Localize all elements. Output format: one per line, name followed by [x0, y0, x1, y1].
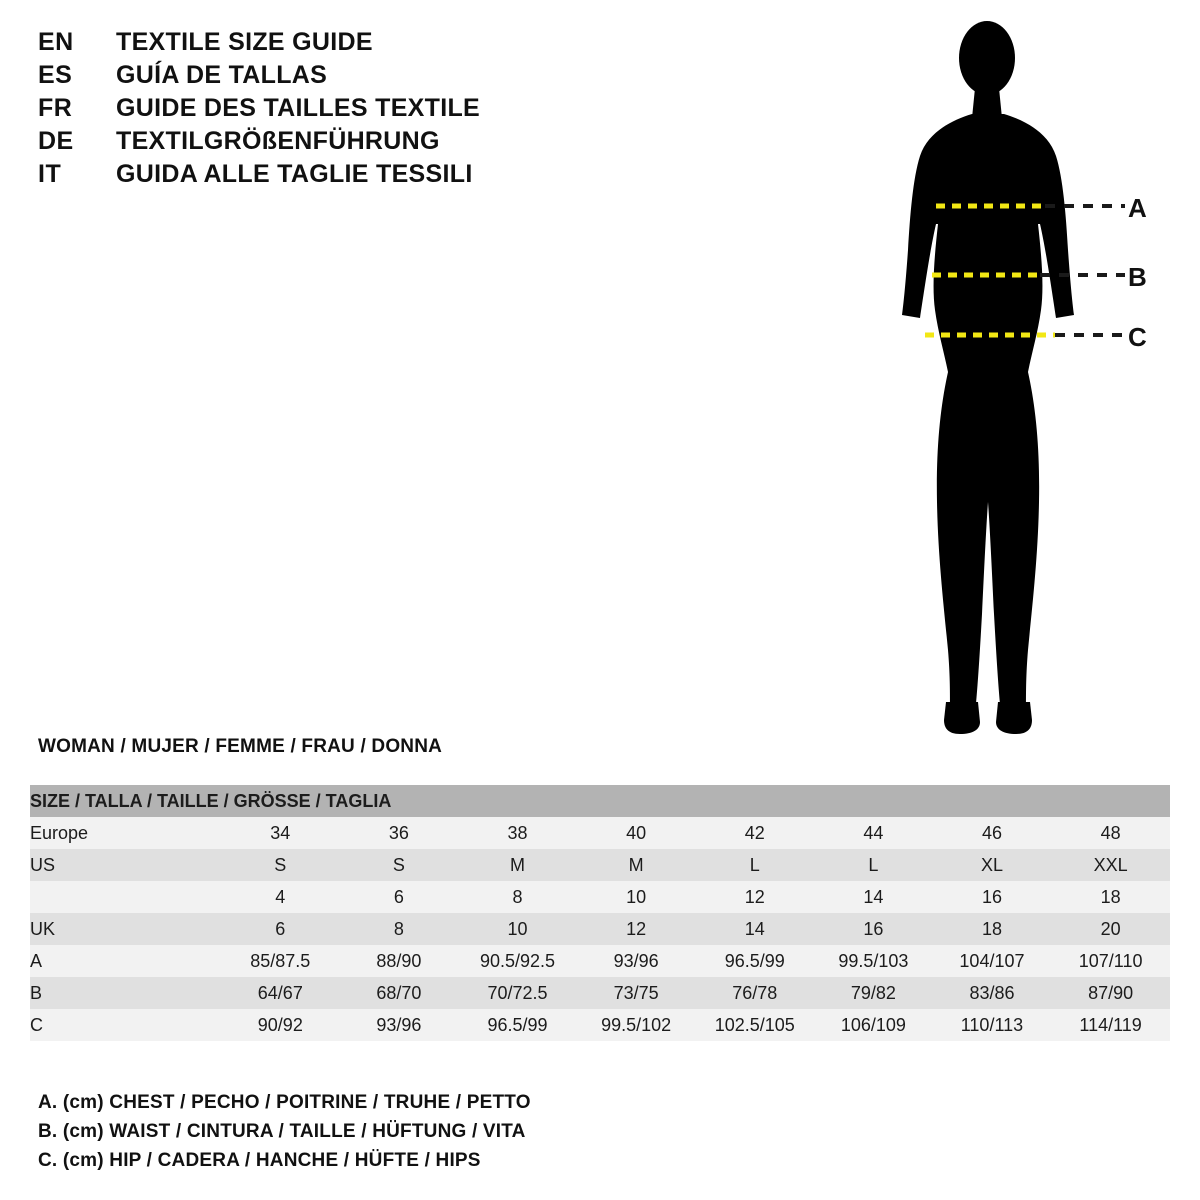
row-cell: 90.5/92.5 — [458, 945, 577, 977]
table-header-label: SIZE / TALLA / TAILLE / GRÖSSE / TAGLIA — [30, 785, 1170, 817]
row-cell: 46 — [933, 817, 1052, 849]
row-label: A — [30, 945, 221, 977]
row-cell: S — [340, 849, 459, 881]
row-cell: 70/72.5 — [458, 977, 577, 1009]
row-cell: 16 — [814, 913, 933, 945]
row-cell: 12 — [695, 881, 814, 913]
row-cell: 96.5/99 — [695, 945, 814, 977]
row-cell: 76/78 — [695, 977, 814, 1009]
row-cell: 93/96 — [577, 945, 696, 977]
row-label: C — [30, 1009, 221, 1041]
size-table — [30, 785, 1170, 1041]
table-row — [30, 1009, 1170, 1041]
language-text-de: TEXTILGRÖßENFÜHRUNG — [116, 127, 440, 155]
language-row-de — [38, 127, 598, 160]
row-label: B — [30, 977, 221, 1009]
row-cell: 93/96 — [340, 1009, 459, 1041]
row-cell: 107/110 — [1051, 945, 1170, 977]
language-row-es — [38, 61, 598, 94]
row-cell: 85/87.5 — [221, 945, 340, 977]
row-cell: 96.5/99 — [458, 1009, 577, 1041]
row-cell: 6 — [340, 881, 459, 913]
row-cell: XL — [933, 849, 1052, 881]
row-cell: 99.5/103 — [814, 945, 933, 977]
row-cell: 18 — [1051, 881, 1170, 913]
table-row — [30, 913, 1170, 945]
row-cell: L — [695, 849, 814, 881]
table-row — [30, 817, 1170, 849]
section-caption: WOMAN / MUJER / FEMME / FRAU / DONNA — [38, 736, 443, 757]
row-label: US — [30, 849, 221, 881]
legend-line-b: B. (cm) WAIST / CINTURA / TAILLE / HÜFTUNG / VITA — [38, 1121, 526, 1142]
language-row-fr — [38, 94, 598, 127]
row-cell: 12 — [577, 913, 696, 945]
woman-silhouette-icon — [840, 10, 1180, 750]
row-cell: 73/75 — [577, 977, 696, 1009]
row-cell: 88/90 — [340, 945, 459, 977]
row-cell: 48 — [1051, 817, 1170, 849]
legend — [38, 1092, 738, 1179]
language-code-es: ES — [38, 61, 73, 89]
row-cell: 8 — [458, 881, 577, 913]
row-cell: 8 — [340, 913, 459, 945]
language-code-de: DE — [38, 127, 74, 155]
row-cell: 14 — [814, 881, 933, 913]
table-row — [30, 977, 1170, 1009]
table-row — [30, 945, 1170, 977]
language-text-en: TEXTILE SIZE GUIDE — [116, 28, 373, 56]
measure-label-a: A — [1128, 193, 1147, 223]
row-cell: 104/107 — [933, 945, 1052, 977]
language-row-it — [38, 160, 598, 193]
row-cell: 10 — [458, 913, 577, 945]
row-cell: 83/86 — [933, 977, 1052, 1009]
row-cell: 79/82 — [814, 977, 933, 1009]
row-cell: 110/113 — [933, 1009, 1052, 1041]
row-cell: L — [814, 849, 933, 881]
table-row — [30, 849, 1170, 881]
row-cell: 90/92 — [221, 1009, 340, 1041]
row-cell: 44 — [814, 817, 933, 849]
row-cell: 42 — [695, 817, 814, 849]
language-text-it: GUIDA ALLE TAGLIE TESSILI — [116, 160, 473, 188]
table-row — [30, 881, 1170, 913]
language-code-en: EN — [38, 28, 74, 56]
language-code-it: IT — [38, 160, 62, 188]
row-cell: 34 — [221, 817, 340, 849]
row-cell: 68/70 — [340, 977, 459, 1009]
measure-label-b: B — [1128, 262, 1147, 292]
row-label: Europe — [30, 817, 221, 849]
row-cell: 38 — [458, 817, 577, 849]
row-cell: 87/90 — [1051, 977, 1170, 1009]
row-cell: 6 — [221, 913, 340, 945]
row-label — [30, 881, 221, 913]
row-cell: 99.5/102 — [577, 1009, 696, 1041]
row-cell: 114/119 — [1051, 1009, 1170, 1041]
language-text-es: GUÍA DE TALLAS — [116, 61, 328, 89]
row-cell: 106/109 — [814, 1009, 933, 1041]
row-cell: 18 — [933, 913, 1052, 945]
language-title-block — [38, 28, 598, 193]
language-text-fr: GUIDE DES TAILLES TEXTILE — [116, 94, 481, 122]
row-label: UK — [30, 913, 221, 945]
row-cell: 102.5/105 — [695, 1009, 814, 1041]
row-cell: M — [458, 849, 577, 881]
row-cell: 36 — [340, 817, 459, 849]
row-cell: S — [221, 849, 340, 881]
row-cell: XXL — [1051, 849, 1170, 881]
figure-area — [840, 10, 1180, 750]
row-cell: M — [577, 849, 696, 881]
language-row-en — [38, 28, 598, 61]
table-header-row — [30, 785, 1170, 817]
row-cell: 4 — [221, 881, 340, 913]
language-code-fr: FR — [38, 94, 73, 122]
row-cell: 14 — [695, 913, 814, 945]
legend-line-c: C. (cm) HIP / CADERA / HANCHE / HÜFTE / HIPS — [38, 1150, 481, 1171]
row-cell: 10 — [577, 881, 696, 913]
row-cell: 64/67 — [221, 977, 340, 1009]
row-cell: 20 — [1051, 913, 1170, 945]
row-cell: 40 — [577, 817, 696, 849]
legend-line-a: A. (cm) CHEST / PECHO / POITRINE / TRUHE / PETTO — [38, 1092, 531, 1113]
measure-label-c: C — [1128, 322, 1147, 352]
row-cell: 16 — [933, 881, 1052, 913]
